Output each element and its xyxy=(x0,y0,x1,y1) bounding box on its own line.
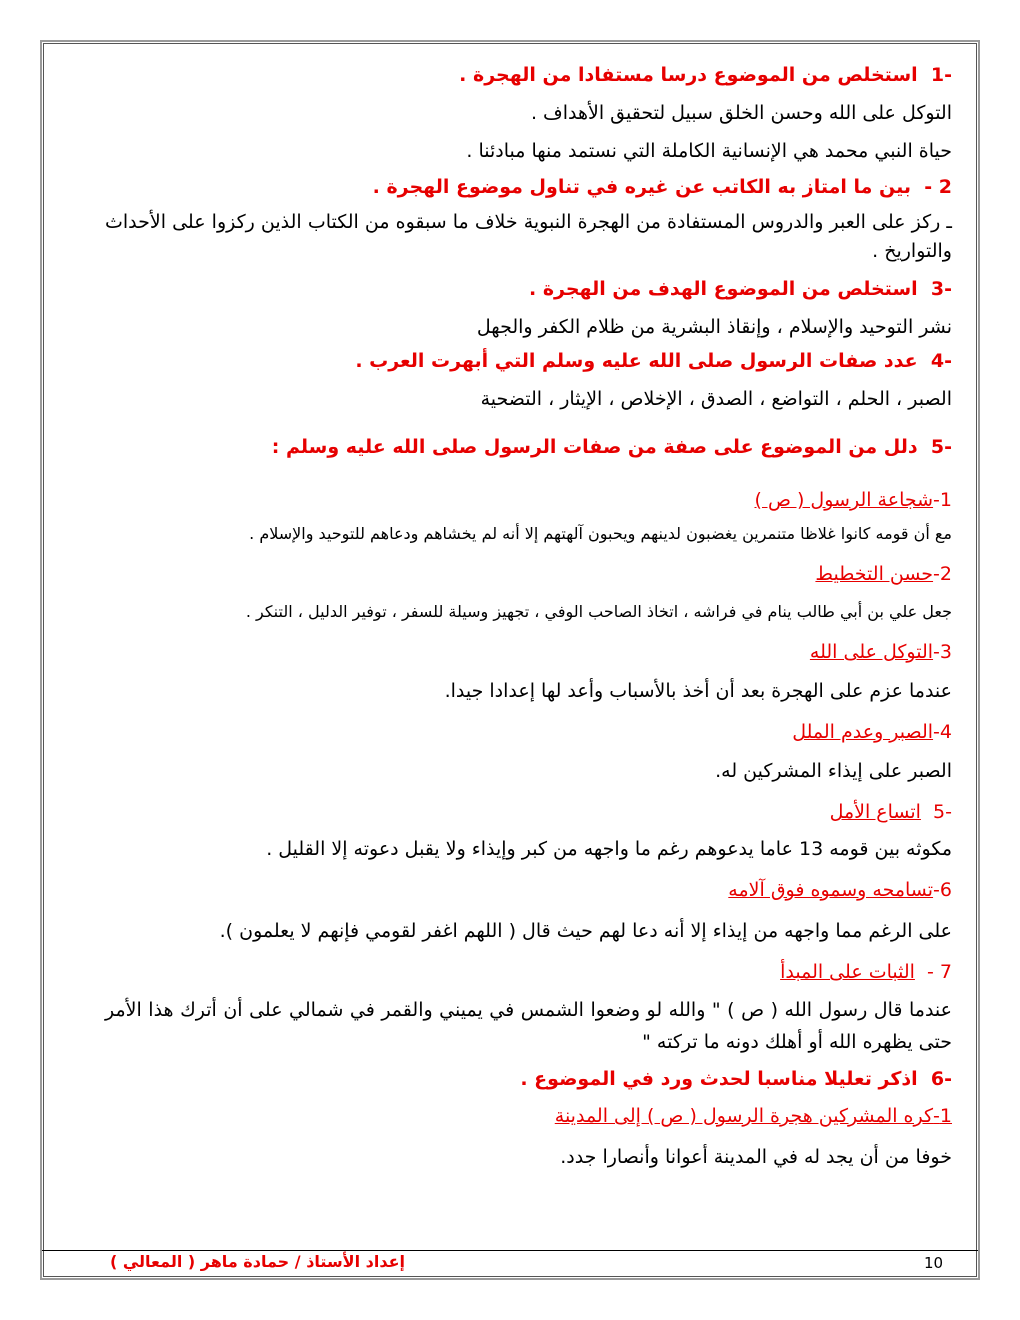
question-3: -3 استخلص من الموضوع الهدف من الهجرة . xyxy=(528,278,952,300)
trait-5-text: مكوثه بين قومه 13 عاما يدعوهم رغم ما واجهه من كبر وإيذاء ولا يقبل دعوته إلا القليل . xyxy=(266,838,952,860)
trait-7-text: عندما قال رسول الله ( ص ) " والله لو وضعوا الشمس في يميني والقمر في شمالي على أن أترك هذا الأمر حتى يظهره الله أو أهلك دونه ما تركته " xyxy=(105,999,952,1053)
trait-2-title: 2-حسن التخطيط xyxy=(815,563,952,585)
question-5: -5 دلل من الموضوع على صفة من صفات الرسول صلى الله عليه وسلم : xyxy=(271,436,952,458)
answer-4: الصبر ، الحلم ، التواضع ، الصدق ، الإخلاص ، الإيثار ، التضحية xyxy=(480,388,952,410)
trait-1-text: مع أن قومه كانوا غلاظا متنمرين يغضبون لدينهم ويحبون آلهتهم إلا أنه لم يخشاهم ودعاهم للتوحيد والإسلام . xyxy=(249,524,952,543)
trait-1-title: 1-شجاعة الرسول ( ص ) xyxy=(754,489,952,511)
trait-3-text: عندما عزم على الهجرة بعد أن أخذ بالأسباب وأعد لها إعدادا جيدا. xyxy=(444,680,952,702)
answer-2: ـ ركز على العبر والدروس المستفادة من الهجرة النبوية خلاف ما سبقوه من الكتاب الذين ركزوا على الأحداث والتواريخ . xyxy=(105,211,952,262)
question-2: 2 - بين ما امتاز به الكاتب عن غيره في تناول موضوع الهجرة . xyxy=(372,176,952,198)
page-number: 10 xyxy=(924,1254,944,1272)
question-1: -1 استخلص من الموضوع درسا مستفادا من الهجرة . xyxy=(459,64,952,86)
footer-author: إعداد الأستاذ / حمادة ماهر ( المعالي ) xyxy=(109,1252,405,1271)
trait-3-title: 3-التوكل على الله xyxy=(809,641,952,663)
trait-4-title: 4-الصبر وعدم الملل xyxy=(792,721,952,743)
trait-5-title: -5 اتساع الأمل xyxy=(829,801,952,823)
trait-6-title: 6-تسامحه وسموه فوق آلامه xyxy=(728,879,952,901)
answer-6: خوفا من أن يجد له في المدينة أعوانا وأنصارا جدد. xyxy=(560,1146,952,1168)
trait-2-text: جعل علي بن أبي طالب ينام في فراشه ، اتخاذ الصاحب الوفي ، تجهيز وسيلة للسفر ، توفير الدليل ، التنكر . xyxy=(245,602,952,621)
answer-3: نشر التوحيد والإسلام ، وإنقاذ البشرية من ظلام الكفر والجهل xyxy=(476,316,952,338)
trait-4-text: الصبر على إيذاء المشركين له. xyxy=(715,760,952,782)
q6-sub-title: 1-كره المشركين هجرة الرسول ( ص ) إلى المدينة xyxy=(554,1105,952,1127)
answer-1b: حياة النبي محمد هي الإنسانية الكاملة التي نستمد منها مبادئنا . xyxy=(466,140,952,162)
question-4: -4 عدد صفات الرسول صلى الله عليه وسلم التي أبهرت العرب . xyxy=(355,350,952,372)
trait-7-title: 7 - الثبات على المبدأ xyxy=(780,961,952,983)
question-6: -6 اذكر تعليلا مناسبا لحدث ورد في الموضوع . xyxy=(520,1068,952,1090)
answer-1a: التوكل على الله وحسن الخلق سبيل لتحقيق الأهداف . xyxy=(530,102,952,124)
footer-divider xyxy=(42,1250,978,1251)
trait-6-text: على الرغم مما واجهه من إيذاء إلا أنه دعا لهم حيث قال ( اللهم اغفر لقومي فإنهم لا يعلمون ). xyxy=(219,920,952,942)
worksheet-content xyxy=(105,58,952,1174)
